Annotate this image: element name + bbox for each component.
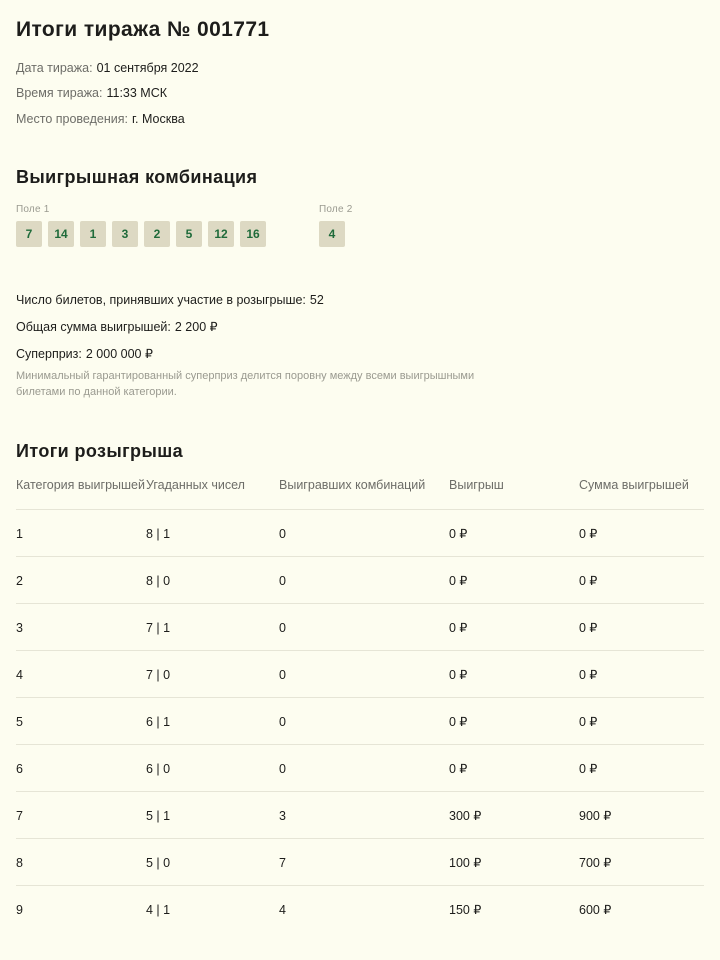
meta-draw-date-value: 01 сентября 2022 (96, 61, 199, 75)
stat-total-winnings-value: 2 200 ₽ (174, 319, 218, 334)
winning-combination-heading: Выигрышная комбинация (16, 166, 258, 187)
ball: 14 (48, 221, 74, 247)
cell-guessed: 8 | 0 (146, 557, 279, 604)
cell-sum: 0 ₽ (579, 557, 704, 604)
cell-combos: 0 (279, 604, 449, 651)
cell-guessed: 5 | 1 (146, 792, 279, 839)
ball: 16 (240, 221, 266, 247)
field-1-balls (16, 221, 272, 247)
winning-combination (16, 204, 704, 247)
ball: 4 (319, 221, 345, 247)
cell-win: 0 ₽ (449, 698, 579, 745)
cell-combos: 0 (279, 557, 449, 604)
cell-combos: 7 (279, 839, 449, 886)
cell-category: 9 (16, 886, 146, 933)
cell-guessed: 6 | 0 (146, 745, 279, 792)
cell-win: 0 ₽ (449, 557, 579, 604)
field-2-label: Поле 2 (319, 203, 353, 215)
cell-combos: 0 (279, 510, 449, 557)
table-row (16, 604, 704, 651)
ball: 1 (80, 221, 106, 247)
cell-win: 0 ₽ (449, 510, 579, 557)
field-1-block (16, 204, 272, 247)
col-header-sum: Сумма выигрышей (579, 477, 689, 492)
cell-sum: 0 ₽ (579, 651, 704, 698)
cell-combos: 4 (279, 886, 449, 933)
superprize-note: Минимальный гарантированный суперприз делится поровну между всеми выигрышными билетами по данной категории. (16, 369, 475, 398)
cell-sum: 0 ₽ (579, 745, 704, 792)
cell-category: 1 (16, 510, 146, 557)
cell-sum: 0 ₽ (579, 510, 704, 557)
field-2-block (319, 204, 352, 247)
ball: 3 (112, 221, 138, 247)
cell-win: 100 ₽ (449, 839, 579, 886)
stat-tickets-label: Число билетов, принявших участие в розыгрыше: (16, 292, 306, 307)
cell-sum: 0 ₽ (579, 604, 704, 651)
cell-combos: 0 (279, 651, 449, 698)
cell-guessed: 5 | 0 (146, 839, 279, 886)
meta-draw-time-label: Время тиража: (16, 86, 103, 101)
field-1-label: Поле 1 (16, 203, 50, 215)
meta-draw-time (16, 85, 704, 101)
cell-category: 7 (16, 792, 146, 839)
meta-draw-time-value: 11:33 МСК (106, 86, 168, 101)
cell-guessed: 4 | 1 (146, 886, 279, 933)
col-header-win: Выигрыш (449, 477, 504, 492)
meta-draw-place-label: Место проведения: (16, 111, 128, 126)
cell-category: 5 (16, 698, 146, 745)
page-title: Итоги тиража № 001771 (16, 18, 270, 41)
field-2-balls (319, 221, 352, 247)
results-table (16, 478, 704, 933)
ball: 2 (144, 221, 170, 247)
results-table-head (16, 478, 704, 510)
stat-superprize (16, 346, 704, 361)
table-row (16, 651, 704, 698)
cell-sum: 600 ₽ (579, 886, 704, 933)
cell-combos: 0 (279, 698, 449, 745)
results-heading: Итоги розыгрыша (16, 440, 184, 461)
cell-win: 150 ₽ (449, 886, 579, 933)
cell-category: 3 (16, 604, 146, 651)
stat-tickets (16, 293, 704, 307)
stat-total-winnings-label: Общая сумма выигрышей: (16, 319, 171, 334)
table-row (16, 839, 704, 886)
stat-superprize-label: Суперприз: (16, 346, 82, 361)
meta-draw-date (16, 60, 704, 76)
meta-draw-place (16, 111, 704, 127)
cell-guessed: 6 | 1 (146, 698, 279, 745)
stat-total-winnings (16, 319, 704, 334)
col-header-guessed: Угаданных чисел (146, 477, 245, 492)
ball: 5 (176, 221, 202, 247)
cell-category: 8 (16, 839, 146, 886)
cell-win: 0 ₽ (449, 651, 579, 698)
draw-stats (16, 293, 704, 401)
table-row (16, 557, 704, 604)
table-row (16, 792, 704, 839)
cell-win: 0 ₽ (449, 745, 579, 792)
col-header-combos: Выигравших комбинаций (279, 477, 426, 492)
cell-guessed: 7 | 1 (146, 604, 279, 651)
cell-sum: 900 ₽ (579, 792, 704, 839)
stat-tickets-value: 52 (309, 292, 324, 307)
ball: 12 (208, 221, 234, 247)
cell-sum: 700 ₽ (579, 839, 704, 886)
meta-draw-place-value: г. Москва (132, 111, 185, 126)
table-row (16, 510, 704, 557)
ball: 7 (16, 221, 42, 247)
cell-win: 0 ₽ (449, 604, 579, 651)
meta-draw-date-label: Дата тиража: (16, 61, 93, 75)
stat-superprize-value: 2 000 000 ₽ (85, 346, 153, 361)
cell-combos: 3 (279, 792, 449, 839)
cell-guessed: 7 | 0 (146, 651, 279, 698)
table-row (16, 886, 704, 933)
results-table-body (16, 510, 704, 933)
table-row (16, 698, 704, 745)
table-header-row (16, 478, 704, 510)
cell-win: 300 ₽ (449, 792, 579, 839)
col-header-category: Категория выигрышей (16, 477, 145, 492)
cell-category: 6 (16, 745, 146, 792)
cell-combos: 0 (279, 745, 449, 792)
cell-guessed: 8 | 1 (146, 510, 279, 557)
cell-category: 4 (16, 651, 146, 698)
cell-category: 2 (16, 557, 146, 604)
table-row (16, 745, 704, 792)
cell-sum: 0 ₽ (579, 698, 704, 745)
